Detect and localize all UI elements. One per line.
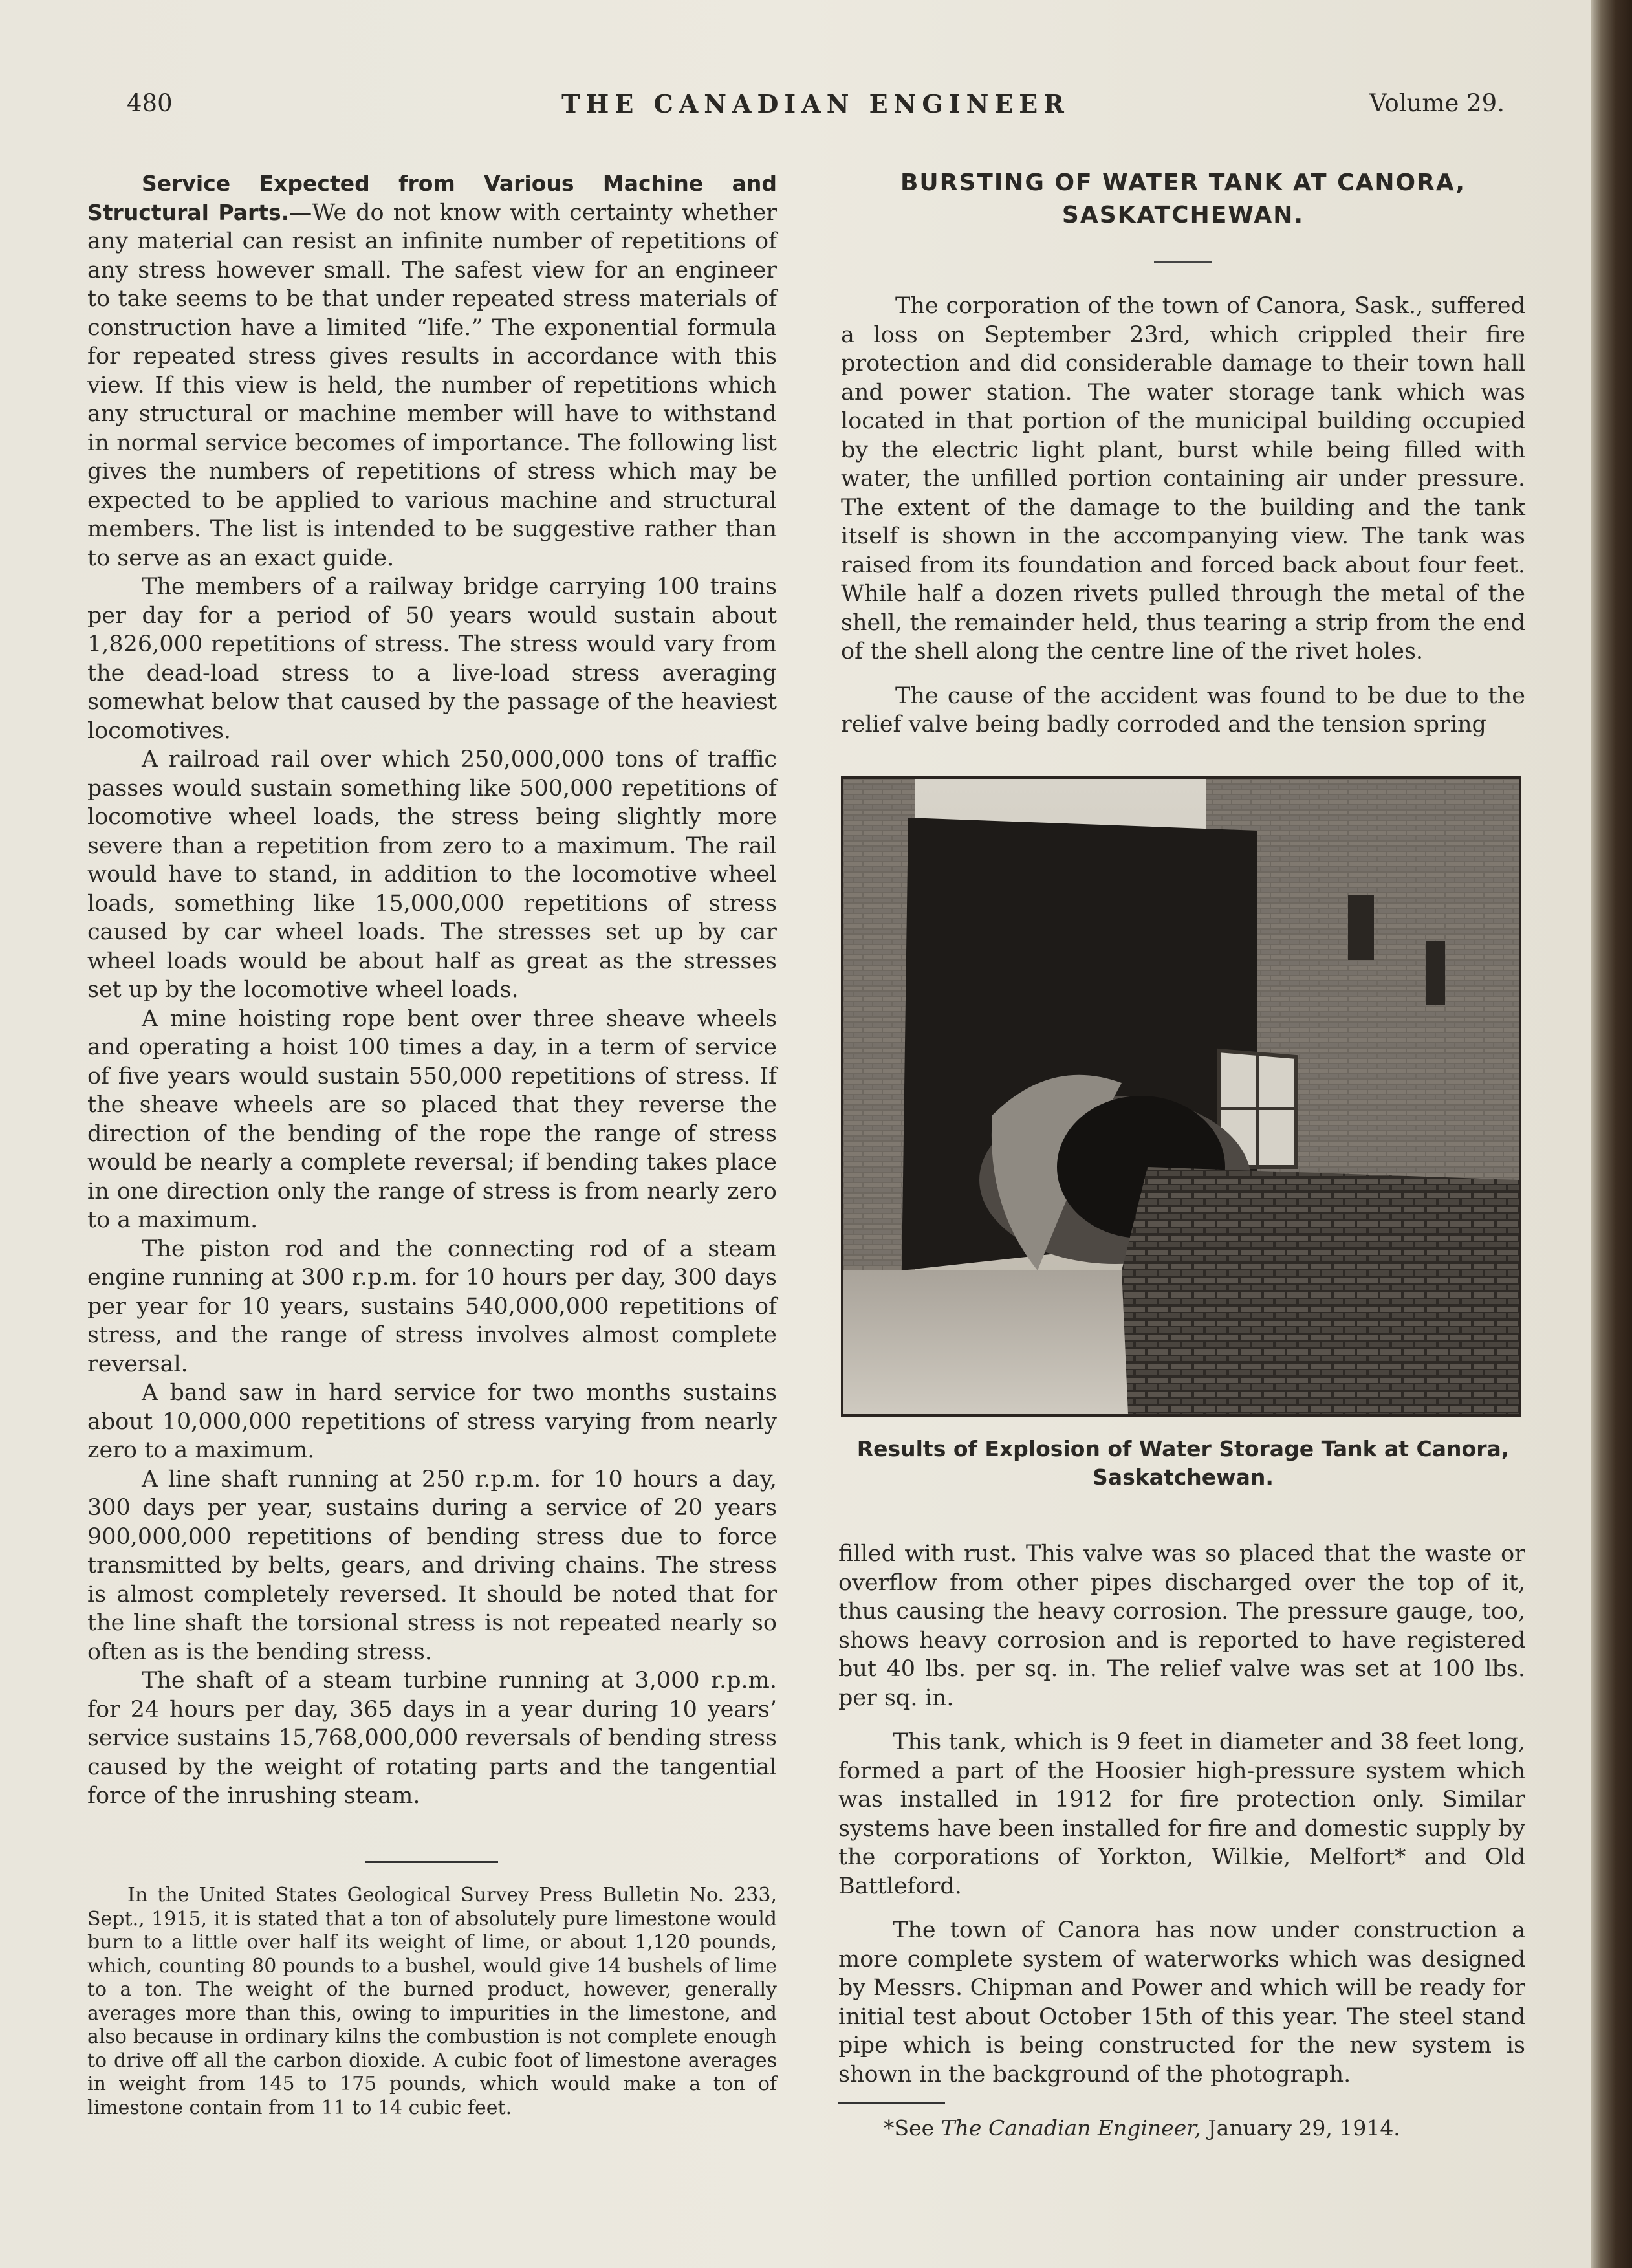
paragraph: This tank, which is 9 feet in diameter and 38 feet long, formed a part of the Hoosier high-pressure system which was installed in 1912 for fire protection only. Similar systems have been installed for fire and domestic supply by the corporations of Yorkton, Wilkie, Melfort* and Old Battleford. <box>838 1729 1525 1899</box>
paragraph: The corporation of the town of Canora, Sask., suffered a loss on September 23rd, which crippled their fire protection and did considerable damage to their town hall and power station. The water storage tank which was located in that portion of the municipal building occupied by the electric light plant, burst while being filled with water, the unfilled portion containing air under pressure. The extent of the damage to the building and the tank itself is shown in the accompanying view. The tank was raised from its foundation and forced back about four feet. While half a dozen rivets pulled through the metal of the shell, the remainder held, thus tearing a strip from the end of the shell along the centre line of the rivet holes. <box>841 293 1525 664</box>
footnote-prefix: *See <box>884 2115 941 2141</box>
photo-caption: Results of Explosion of Water Storage Tank at Canora, Saskatchewan. <box>856 1436 1510 1490</box>
paragraph: A band saw in hard service for two months sustains about 10,000,000 repetitions of stress varying from nearly zero to a maximum. <box>87 1380 777 1463</box>
running-header <box>127 89 1505 135</box>
left-column <box>87 169 777 1811</box>
lead-heading: Service Expected from Various Machine and Structural Parts. <box>87 171 777 225</box>
paragraph: A mine hoisting rope bent over three sheave wheels and operating a hoist 100 times a day, in a term of service of five years would sustain 550,000 repetitions of stress. If the sheave wheels are so placed that they reverse the direction of the bending of the rope the range of stress would be nearly a complete reversal; if bending takes place in one direction only the range of stress is from nearly zero to a maximum. <box>87 1005 777 1233</box>
paragraph-text: —We do not know with certainty whether any material can resist an infinite number of repetitions of any stress however small. The safest view for an engineer to take seems to be that under repeated stress materials of construction have a limited “life.” The exponential formula for repeated stress gives results in accordance with this view. If this view is held, the number of repetitions which any structural or machine member will have to withstand in normal service becomes of importance. The following list gives the numbers of repetitions of stress which may be expected to be applied to various machine and structural members. The list is intended to be suggestive rather than to serve as an exact guide. <box>87 199 778 571</box>
section-divider <box>365 1861 498 1863</box>
footnote-date: January 29, 1914. <box>1201 2115 1400 2141</box>
paragraph: The members of a railway bridge carrying 100 trains per day for a period of 50 years would sustain about 1,826,000 repetitions of stress. The stress would vary from the dead-load stress to a live-load stress averaging somewhat below that caused by the passage of the heaviest locomotives. <box>87 574 777 744</box>
footnote <box>838 2115 1525 2141</box>
footnote-rule <box>838 2102 945 2104</box>
explosion-photo-image <box>843 779 1519 1414</box>
page-binding-edge <box>1591 0 1632 2268</box>
right-column-top <box>841 167 1525 739</box>
footnote-journal: The Canadian Engineer, <box>941 2115 1201 2141</box>
page-number: 480 <box>127 89 173 117</box>
title-rule <box>1154 261 1212 263</box>
paragraph: The shaft of a steam turbine running at 3,000 r.p.m. for 24 hours per day, 365 days in a year during 10 years’ service sustains 15,768,000,000 reversals of bending stress caused by the weight of rotating parts and the tangential force of the inrushing steam. <box>87 1668 777 1809</box>
running-title: THE CANADIAN ENGINEER <box>561 89 1070 118</box>
limestone-note <box>87 1884 777 2120</box>
right-column-bottom <box>838 1540 1525 2089</box>
volume-label: Volume 29. <box>1369 89 1505 117</box>
paragraph: A railroad rail over which 250,000,000 tons of traffic passes would sustain something like 500,000 repetitions of locomotive wheel loads, the stress being slightly more severe than a repetition from zero to a maximum. The rail would have to stand, in addition to the locomotive wheel loads, something like 15,000,000 repetitions of stress caused by car wheel loads. The stresses set up by car wheel loads would be about half as great as the stresses set up by the locomotive wheel loads. <box>87 747 777 1003</box>
explosion-photo <box>841 776 1521 1417</box>
paragraph: The piston rod and the connecting rod of a steam engine running at 300 r.p.m. for 10 hours per day, 300 days per year for 10 years, sustains 540,000,000 repetitions of stress, and the range of stress involves almost complete reversal. <box>87 1236 777 1377</box>
note-text: In the United States Geological Survey Press Bulletin No. 233, Sept., 1915, it is stated that a ton of absolutely pure limestone would burn to a little over half its weight of lime, or about 1,120 pounds, which, counting 80 pounds to a bushel, would give 14 bushels of lime to a ton. The weight of the burned product, however, generally averages more than this, owing to impurities in the limestone, and also because in ordinary kilns the combustion is not complete enough to drive off all the carbon dioxide. A cubic foot of limestone averages in weight from 145 to 175 pounds, which would make a ton of limestone contain from 11 to 14 cubic feet. <box>87 1884 777 2119</box>
article-title: BURSTING OF WATER TANK AT CANORA, SASKATCHEWAN. <box>900 169 1466 228</box>
paragraph: filled with rust. This valve was so placed that the waste or overflow from other pipes discharged over the top of it, thus causing the heavy corrosion. The pressure gauge, too, shows heavy corrosion and is reported to have registered but 40 lbs. per sq. in. The relief valve was set at 100 lbs. per sq. in. <box>838 1541 1525 1711</box>
paragraph: The town of Canora has now under construction a more complete system of waterworks which was designed by Messrs. Chipman and Power and which will be ready for initial test about October 15th of this year. The steel stand pipe which is being constructed for the new system is shown in the background of the photograph. <box>838 1917 1525 2088</box>
paragraph: The cause of the accident was found to be due to the relief valve being badly corroded and the tension spring <box>841 682 1525 737</box>
paragraph: A line shaft running at 250 r.p.m. for 10 hours a day, 300 days per year, sustains during a service of 20 years 900,000,000 repetitions of bending stress due to force transmitted by belts, gears, and driving chains. The stress is almost completely reversed. It should be noted that for the line shaft the torsional stress is not repeated nearly so often as is the bending stress. <box>87 1466 777 1665</box>
paragraph <box>87 169 777 572</box>
